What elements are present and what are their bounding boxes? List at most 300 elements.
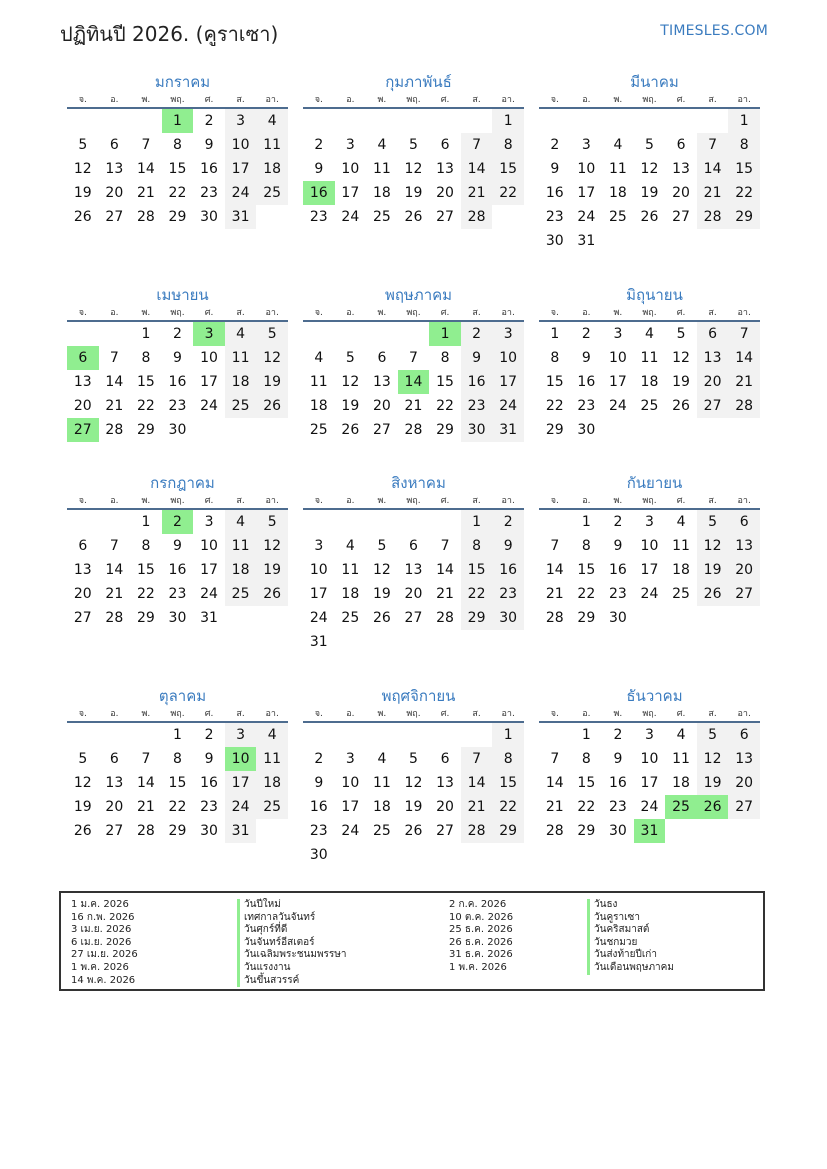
day-cell: 22	[168, 185, 187, 201]
empty-cell	[335, 322, 367, 346]
day-cell: 23	[492, 582, 524, 606]
weekday-label: พ.	[141, 95, 151, 105]
day-cell: 7	[550, 538, 560, 554]
day-cell: 8	[550, 350, 560, 366]
weekday-label: อา.	[265, 95, 279, 105]
day-cell: 7	[409, 350, 418, 366]
day-cell: 22	[136, 398, 155, 414]
day-cell: 3	[645, 727, 654, 743]
day-cell: 20	[105, 185, 124, 201]
month-name: พฤศจิกายน	[381, 687, 456, 705]
empty-cell	[99, 322, 131, 346]
day-cell: 23	[168, 398, 187, 414]
day-cell: 6	[728, 723, 760, 747]
legend-holiday-name: วันชกมวย	[587, 937, 674, 950]
day-cell: 2	[550, 137, 560, 153]
weekday-label: พฤ.	[170, 95, 185, 105]
week-row	[539, 181, 760, 205]
week-row	[539, 109, 760, 133]
legend-holiday-name: วันคริสมาสต์	[587, 924, 674, 937]
day-cell: 28	[105, 610, 124, 626]
empty-cell	[665, 606, 697, 630]
day-cell: 23	[461, 394, 493, 418]
weekday-label: อ.	[582, 308, 591, 318]
day-cell: 28	[136, 823, 155, 839]
day-cell: 9	[613, 751, 623, 767]
weekday-label: ส.	[472, 496, 481, 506]
brand-link[interactable]: TIMESLES.COM	[660, 23, 768, 39]
legend-date: 25 ธ.ค. 2026	[449, 924, 513, 936]
empty-cell	[67, 109, 99, 133]
week-row	[303, 819, 524, 843]
week-row	[67, 771, 288, 795]
day-cell: 25	[256, 795, 288, 819]
empty-cell	[335, 723, 367, 747]
empty-cell	[429, 630, 461, 654]
day-cell: 22	[545, 398, 564, 414]
day-cell: 13	[672, 161, 690, 177]
weekday-label: ศ.	[204, 308, 214, 318]
day-cell: 3	[225, 723, 257, 747]
legend-date: 1 พ.ค. 2026	[449, 961, 507, 973]
day-cell: 26	[73, 209, 92, 225]
weekday-header	[67, 93, 288, 109]
day-cell: 22	[577, 586, 596, 602]
week-row	[67, 346, 288, 370]
empty-cell	[461, 843, 493, 867]
empty-cell	[398, 630, 430, 654]
day-cell: 6	[676, 137, 686, 153]
day-cell: 2	[162, 510, 194, 534]
weekday-label: พ.	[377, 496, 387, 506]
day-cell: 13	[105, 161, 124, 177]
day-cell: 18	[672, 775, 690, 791]
day-cell: 10	[492, 346, 524, 370]
day-cell: 11	[640, 350, 659, 366]
day-cell: 21	[105, 586, 124, 602]
day-cell: 24	[200, 586, 218, 602]
day-cell: 16	[608, 775, 627, 791]
day-cell: 2	[492, 510, 524, 534]
empty-cell	[256, 418, 288, 442]
day-cell: 27	[404, 610, 423, 626]
week-row	[303, 346, 524, 370]
day-cell: 4	[225, 510, 257, 534]
day-cell: 10	[309, 562, 328, 578]
day-cell: 28	[728, 394, 760, 418]
weekday-label: อา.	[501, 308, 515, 318]
day-cell: 21	[461, 181, 493, 205]
weekday-header	[303, 306, 524, 322]
day-cell: 15	[577, 775, 596, 791]
day-cell: 8	[141, 538, 151, 554]
week-row	[67, 582, 288, 606]
weekday-label: พฤ.	[170, 308, 185, 318]
empty-cell	[665, 109, 697, 133]
week-row	[539, 394, 760, 418]
day-cell: 18	[372, 185, 391, 201]
day-cell: 11	[256, 747, 288, 771]
weekday-label: ศ.	[204, 496, 214, 506]
day-cell: 16	[492, 558, 524, 582]
weekday-label: พ.	[613, 496, 623, 506]
day-cell: 22	[577, 799, 596, 815]
weekday-label: จ.	[550, 496, 559, 506]
empty-cell	[99, 723, 131, 747]
week-row	[303, 606, 524, 630]
day-cell: 16	[168, 374, 187, 390]
legend-holiday-name: วันธง	[587, 899, 674, 912]
day-cell: 5	[409, 137, 418, 153]
weekday-label: อ.	[346, 95, 355, 105]
day-cell: 17	[341, 799, 360, 815]
weekday-label: พ.	[613, 95, 623, 105]
day-cell: 11	[225, 346, 257, 370]
day-cell: 30	[545, 233, 564, 249]
day-cell: 15	[168, 775, 187, 791]
day-cell: 19	[341, 398, 360, 414]
day-cell: 18	[608, 185, 627, 201]
weekday-label: จ.	[550, 709, 559, 719]
day-cell: 31	[225, 819, 257, 843]
day-cell: 24	[608, 398, 627, 414]
week-row	[303, 109, 524, 133]
day-cell: 23	[608, 586, 627, 602]
day-cell: 6	[409, 538, 418, 554]
day-cell: 24	[492, 394, 524, 418]
day-cell: 26	[640, 209, 659, 225]
empty-cell	[225, 418, 257, 442]
empty-cell	[697, 229, 729, 253]
day-cell: 27	[105, 823, 124, 839]
month-block	[539, 685, 760, 843]
weekday-label: อ.	[582, 95, 591, 105]
day-cell: 23	[577, 398, 596, 414]
day-cell: 20	[728, 771, 760, 795]
week-row	[303, 558, 524, 582]
day-cell: 22	[492, 795, 524, 819]
day-cell: 12	[697, 534, 729, 558]
day-cell: 16	[168, 562, 187, 578]
empty-cell	[130, 723, 162, 747]
day-cell: 16	[200, 161, 218, 177]
day-cell: 11	[309, 374, 328, 390]
day-cell: 27	[436, 823, 454, 839]
day-cell: 25	[640, 398, 659, 414]
day-cell: 28	[697, 205, 729, 229]
empty-cell	[303, 510, 335, 534]
week-row	[539, 322, 760, 346]
day-cell: 19	[404, 799, 423, 815]
legend-date: 16 ก.พ. 2026	[71, 911, 135, 923]
empty-cell	[335, 630, 367, 654]
day-cell: 30	[168, 422, 187, 438]
day-cell: 29	[545, 422, 564, 438]
day-cell: 16	[461, 370, 493, 394]
day-cell: 9	[204, 751, 214, 767]
day-cell: 15	[436, 374, 454, 390]
legend-date: 31 ธ.ค. 2026	[449, 949, 513, 961]
weekday-label: อา.	[501, 709, 515, 719]
day-cell: 13	[372, 374, 391, 390]
day-cell: 13	[728, 747, 760, 771]
legend-date: 14 พ.ค. 2026	[71, 974, 136, 986]
day-cell: 8	[581, 538, 591, 554]
day-cell: 30	[608, 823, 627, 839]
week-row	[539, 606, 760, 630]
day-cell: 15	[577, 562, 596, 578]
day-cell: 23	[309, 209, 328, 225]
day-cell: 23	[309, 823, 328, 839]
empty-cell	[99, 109, 131, 133]
weekday-label: อา.	[737, 308, 751, 318]
legend-left-dates	[71, 899, 138, 987]
month-name: สิงหาคม	[391, 474, 446, 492]
day-cell: 11	[672, 538, 690, 554]
day-cell: 17	[577, 185, 596, 201]
day-cell: 7	[461, 133, 493, 157]
day-cell: 24	[341, 209, 360, 225]
day-cell: 6	[67, 346, 99, 370]
day-cell: 3	[645, 514, 654, 530]
empty-cell	[697, 819, 729, 843]
day-cell: 19	[256, 370, 288, 394]
month-block	[67, 685, 288, 843]
empty-cell	[571, 109, 603, 133]
day-cell: 21	[404, 398, 423, 414]
day-cell: 10	[640, 751, 659, 767]
day-cell: 27	[697, 394, 729, 418]
week-row	[67, 322, 288, 346]
weekday-label: อา.	[737, 496, 751, 506]
day-cell: 30	[200, 209, 218, 225]
weekday-label: จ.	[314, 308, 323, 318]
empty-cell	[398, 843, 430, 867]
empty-cell	[225, 606, 257, 630]
weekday-label: ศ.	[440, 308, 450, 318]
day-cell: 23	[608, 799, 627, 815]
day-cell: 8	[173, 751, 182, 767]
day-cell: 22	[168, 799, 187, 815]
day-cell: 29	[136, 422, 155, 438]
empty-cell	[429, 109, 461, 133]
empty-cell	[256, 606, 288, 630]
day-cell: 9	[314, 775, 324, 791]
day-cell: 8	[440, 350, 450, 366]
weekday-header	[67, 306, 288, 322]
day-cell: 31	[200, 610, 218, 626]
day-cell: 26	[404, 209, 423, 225]
day-cell: 24	[341, 823, 360, 839]
day-cell: 27	[372, 422, 391, 438]
day-cell: 1	[162, 109, 194, 133]
day-cell: 5	[697, 510, 729, 534]
empty-cell	[492, 630, 524, 654]
month-name: กุมภาพันธ์	[385, 73, 452, 91]
day-cell: 12	[697, 747, 729, 771]
empty-cell	[697, 606, 729, 630]
day-cell: 20	[73, 398, 92, 414]
day-cell: 17	[309, 586, 328, 602]
month-block	[539, 284, 760, 442]
weekday-header	[539, 707, 760, 723]
weekday-label: ศ.	[204, 709, 214, 719]
month-block	[303, 71, 524, 229]
empty-cell	[492, 843, 524, 867]
day-cell: 25	[608, 209, 627, 225]
day-cell: 25	[665, 795, 697, 819]
weekday-label: พ.	[141, 308, 151, 318]
empty-cell	[665, 819, 697, 843]
day-cell: 14	[697, 157, 729, 181]
day-cell: 3	[225, 109, 257, 133]
legend-left-names	[237, 899, 347, 987]
day-cell: 25	[372, 823, 391, 839]
day-cell: 14	[545, 775, 564, 791]
weekday-header	[303, 93, 524, 109]
weekday-header	[539, 306, 760, 322]
day-cell: 3	[345, 137, 355, 153]
weekday-label: พ.	[377, 95, 387, 105]
day-cell: 16	[608, 562, 627, 578]
weekday-label: จ.	[550, 95, 559, 105]
day-cell: 13	[73, 562, 92, 578]
week-row	[539, 229, 760, 253]
day-cell: 2	[461, 322, 493, 346]
day-cell: 29	[728, 205, 760, 229]
day-cell: 18	[309, 398, 328, 414]
day-cell: 15	[136, 374, 155, 390]
day-cell: 3	[204, 514, 214, 530]
weekday-label: ศ.	[440, 95, 450, 105]
empty-cell	[99, 510, 131, 534]
day-cell: 7	[728, 322, 760, 346]
day-cell: 11	[672, 751, 690, 767]
day-cell: 30	[492, 606, 524, 630]
weekday-label: พ.	[613, 308, 623, 318]
day-cell: 5	[697, 723, 729, 747]
day-cell: 13	[436, 775, 454, 791]
day-cell: 10	[640, 538, 659, 554]
weekday-label: ส.	[236, 95, 245, 105]
day-cell: 10	[341, 775, 360, 791]
day-cell: 10	[341, 161, 360, 177]
weekday-label: พฤ.	[406, 496, 421, 506]
weekday-label: พฤ.	[406, 308, 421, 318]
empty-cell	[461, 630, 493, 654]
weekday-label: พฤ.	[642, 308, 657, 318]
day-cell: 29	[436, 422, 454, 438]
empty-cell	[539, 109, 571, 133]
day-cell: 5	[377, 538, 387, 554]
day-cell: 9	[173, 350, 182, 366]
weekday-label: อา.	[501, 95, 515, 105]
legend-date: 3 เม.ย. 2026	[71, 924, 132, 936]
day-cell: 23	[168, 586, 187, 602]
day-cell: 6	[377, 350, 387, 366]
day-cell: 2	[204, 727, 214, 743]
day-cell: 20	[105, 799, 124, 815]
day-cell: 28	[136, 209, 155, 225]
day-cell: 27	[67, 418, 99, 442]
weekday-label: จ.	[314, 709, 323, 719]
weekday-label: พ.	[141, 709, 151, 719]
day-cell: 16	[577, 374, 596, 390]
weekday-label: อา.	[501, 496, 515, 506]
day-cell: 26	[73, 823, 92, 839]
month-name: เมษายน	[156, 286, 209, 304]
day-cell: 3	[345, 751, 355, 767]
day-cell: 14	[105, 562, 124, 578]
empty-cell	[461, 109, 493, 133]
day-cell: 18	[372, 799, 391, 815]
day-cell: 1	[461, 510, 493, 534]
day-cell: 8	[173, 137, 182, 153]
day-cell: 30	[168, 610, 187, 626]
day-cell: 12	[372, 562, 391, 578]
week-row	[539, 582, 760, 606]
day-cell: 16	[200, 775, 218, 791]
day-cell: 19	[372, 586, 391, 602]
month-block	[539, 472, 760, 630]
empty-cell	[634, 418, 666, 442]
day-cell: 7	[461, 747, 493, 771]
day-cell: 18	[225, 558, 257, 582]
day-cell: 29	[461, 606, 493, 630]
legend-holiday-name: วันศุกร์ที่ดี	[237, 924, 347, 937]
day-cell: 28	[461, 819, 493, 843]
day-cell: 14	[398, 370, 430, 394]
legend-holiday-name: วันขึ้นสวรรค์	[237, 975, 347, 988]
month-block	[539, 71, 760, 253]
day-cell: 1	[141, 514, 151, 530]
day-cell: 21	[728, 370, 760, 394]
day-cell: 30	[608, 610, 627, 626]
day-cell: 8	[141, 350, 151, 366]
day-cell: 1	[173, 727, 182, 743]
day-cell: 17	[492, 370, 524, 394]
month-name: มิถุนายน	[626, 286, 683, 304]
day-cell: 3	[613, 326, 623, 342]
legend-date: 6 เม.ย. 2026	[71, 936, 132, 948]
empty-cell	[539, 510, 571, 534]
empty-cell	[67, 322, 99, 346]
week-row	[539, 418, 760, 442]
day-cell: 20	[436, 799, 454, 815]
weekday-label: ศ.	[676, 496, 686, 506]
day-cell: 12	[404, 775, 423, 791]
weekday-label: พฤ.	[642, 95, 657, 105]
weekday-label: จ.	[78, 308, 87, 318]
day-cell: 6	[109, 137, 119, 153]
day-cell: 12	[640, 161, 659, 177]
day-cell: 25	[372, 209, 391, 225]
empty-cell	[335, 510, 367, 534]
weekday-label: อา.	[265, 496, 279, 506]
week-row	[539, 346, 760, 370]
day-cell: 10	[225, 133, 257, 157]
day-cell: 31	[309, 634, 328, 650]
day-cell: 9	[173, 538, 182, 554]
day-cell: 8	[492, 747, 524, 771]
day-cell: 4	[377, 137, 387, 153]
day-cell: 10	[608, 350, 627, 366]
week-row	[67, 510, 288, 534]
day-cell: 2	[173, 326, 182, 342]
day-cell: 23	[545, 209, 564, 225]
day-cell: 2	[314, 751, 324, 767]
day-cell: 25	[225, 394, 257, 418]
